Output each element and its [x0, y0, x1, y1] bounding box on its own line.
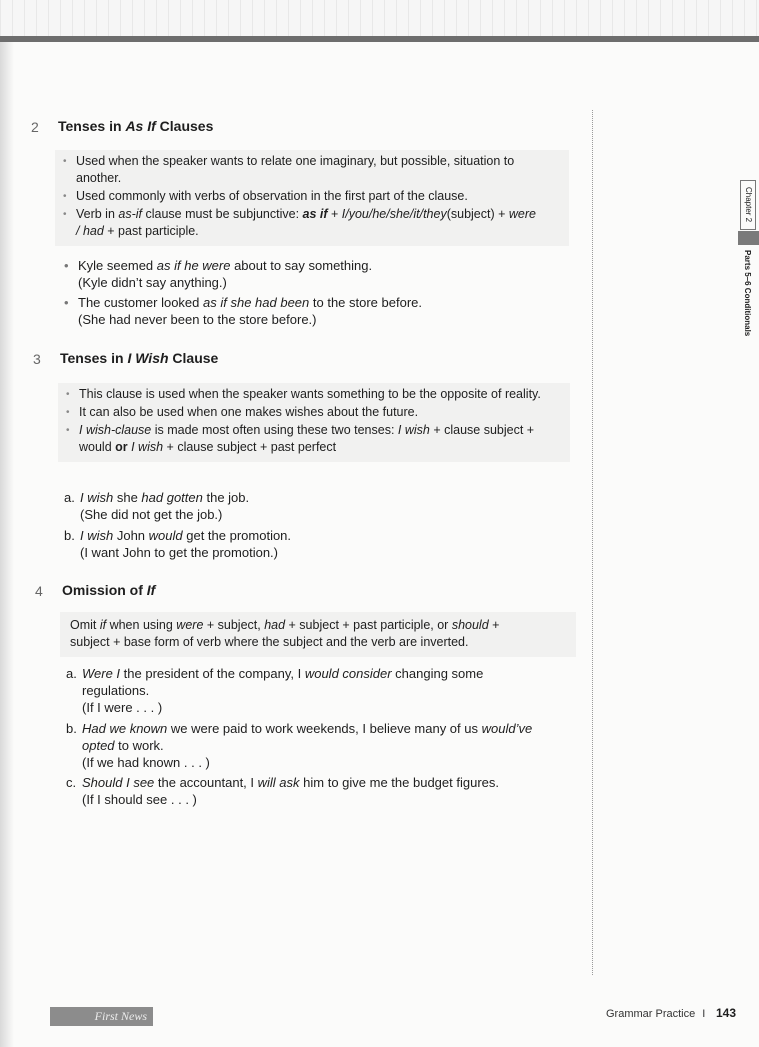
binding-shadow	[0, 42, 14, 1047]
chapter-label: Chapter 2	[740, 180, 756, 230]
section-4-title: Omission of If	[62, 582, 156, 598]
section-3-rule-1: • This clause is used when the speaker wants something to be the opposite of reality.	[66, 386, 562, 403]
section-2-rule-2: • Used commonly with verbs of observation in the first part of the clause.	[63, 188, 561, 205]
section-3-example-b: b. I wish John would get the promotion. (I want John to get the promotion.)	[64, 528, 292, 560]
section-2-number: 2	[31, 119, 39, 135]
section-2-rules-box	[55, 150, 569, 246]
section-3-example-a: a. I wish she had gotten the job. (She did not get the job.)	[64, 490, 250, 522]
section-4-intro-box	[60, 612, 576, 657]
footer-book-title: Grammar Practice I	[606, 1008, 706, 1020]
section-2-title: Tenses in As If Clauses	[58, 118, 214, 134]
section-4-intro: Omit if when using were + subject, had + subject + past participle, or should + subject + base form of verb where the subject and the verb are inverted.	[70, 618, 500, 649]
section-4-example-c: c. Should I see the accountant, I will ask him to give me the budget figures. (If I should see . . . )	[66, 775, 499, 807]
column-divider	[592, 110, 593, 975]
section-3-title: Tenses in I Wish Clause	[60, 350, 219, 366]
page-number: 143	[716, 1006, 737, 1020]
chapter-side-tab	[738, 180, 759, 350]
section-4-example-a: a. Were I the president of the company, I would consider changing some regulations. (If I were . . . )	[66, 666, 484, 715]
section-2-rule-3: • Verb in as-if clause must be subjunctive: as if + I/you/he/she/it/they(subject) + were / had + past participle.	[63, 206, 561, 240]
section-3-number: 3	[33, 351, 41, 367]
header-rule	[0, 36, 759, 42]
top-scan-strip	[0, 0, 759, 38]
section-2-example-1: • Kyle seemed as if he were about to say something. (Kyle didn’t say anything.)	[64, 258, 373, 290]
section-3-rule-3: • I wish-clause is made most often using these two tenses: I wish + clause subject + would or I wish + clause subject + past perfect	[66, 422, 562, 456]
publisher-logo: First News	[50, 1007, 153, 1026]
section-2-rule-1: • Used when the speaker wants to relate one imaginary, but possible, situation to another.	[63, 153, 561, 187]
section-2-example-2: • The customer looked as if she had been to the store before. (She had never been to the store before.)	[64, 295, 422, 327]
parts-label: Parts 5–6 Conditionals	[743, 250, 752, 337]
section-3-rule-2: • It can also be used when one makes wishes about the future.	[66, 404, 562, 421]
section-4-number: 4	[35, 583, 43, 599]
tab-marker	[738, 231, 759, 245]
section-3-rules-box	[58, 383, 570, 462]
section-4-example-b: b. Had we known we were paid to work weekends, I believe many of us would’ve opted to work. (If we had known . . . )	[66, 721, 533, 770]
